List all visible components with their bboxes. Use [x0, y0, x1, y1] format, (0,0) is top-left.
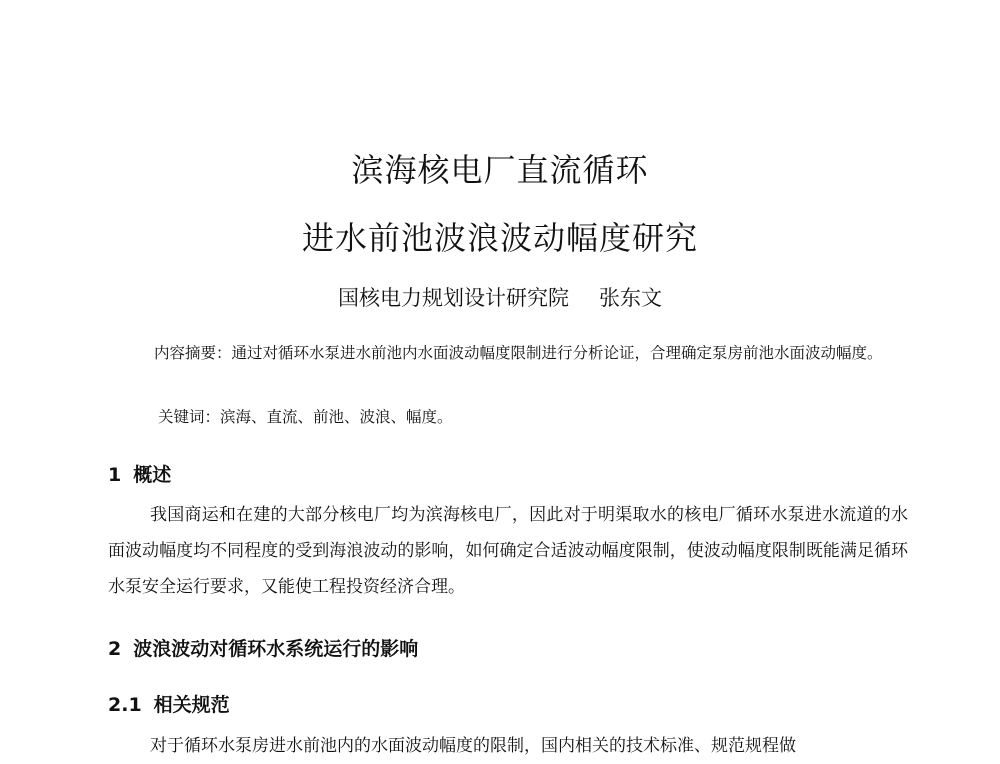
paper-title-line-2: 进水前池波浪波动幅度研究	[301, 219, 698, 257]
section-heading-2-1	[108, 690, 230, 717]
section-title: 波浪波动对循环水系统运行的影响	[133, 638, 419, 660]
section-title: 相关规范	[153, 694, 230, 716]
author-name: 张东文	[599, 286, 662, 310]
section-2-1-paragraph: 对于循环水泵房进水前池内的水面波动幅度的限制，国内相关的技术标准、规范规程做	[150, 736, 796, 756]
section-number: 2	[108, 638, 122, 660]
section-number: 1	[108, 464, 122, 486]
section-1-paragraph: 我国商运和在建的大部分核电厂均为滨海核电厂，因此对于明渠取水的核电厂循环水泵进水流道的水面波动幅度均不同程度的受到海浪波动的影响，如何确定合适波动幅度限制，使波动幅度限制既能满足循环水泵安全运行要求，又能使工程投资经济合理。	[108, 505, 908, 597]
keywords	[158, 405, 453, 427]
section-title: 概述	[133, 464, 172, 486]
section-heading-1	[108, 460, 171, 487]
paper-title-line-1: 滨海核电厂直流循环	[351, 151, 649, 189]
keywords-text: 滨海、直流、前池、波浪、幅度。	[220, 408, 453, 426]
section-number: 2.1	[108, 694, 142, 716]
abstract-label: 内容摘要：	[154, 344, 232, 362]
affiliation: 国核电力规划设计研究院	[338, 286, 569, 310]
abstract-text: 通过对循环水泵进水前池内水面波动幅度限制进行分析论证，合理确定泵房前池水面波动幅度。	[231, 344, 883, 362]
keywords-label: 关键词：	[158, 408, 221, 426]
section-heading-2	[108, 634, 418, 661]
abstract	[108, 340, 908, 366]
author-line	[0, 282, 1000, 312]
